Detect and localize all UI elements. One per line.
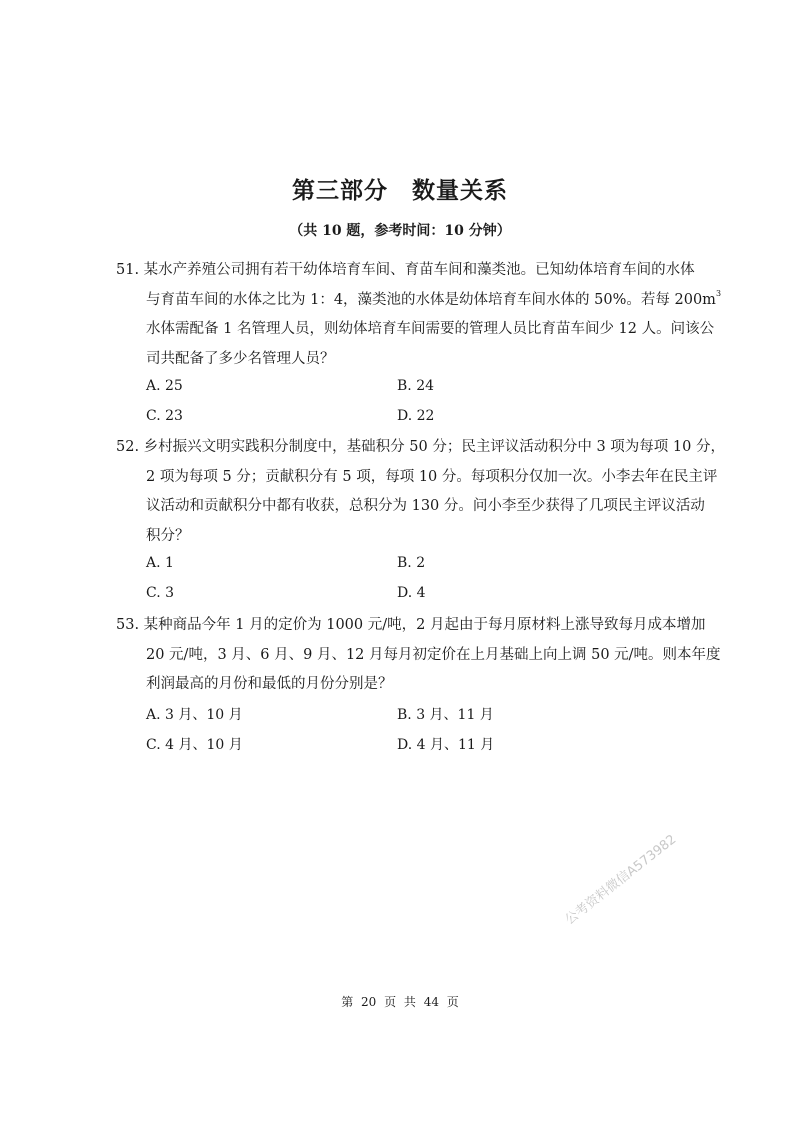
options <box>116 374 696 434</box>
section-subtitle: （共 10 题，参考时间：10 分钟） <box>289 223 511 239</box>
section-name: 数量关系 <box>412 178 508 204</box>
option-a[interactable]: A. 25 <box>146 378 183 394</box>
section-title <box>0 172 800 205</box>
question-number: 51. <box>116 262 140 278</box>
option-b[interactable]: B. 24 <box>397 378 435 394</box>
option-a[interactable]: A. 3 月、10 月 <box>146 706 243 723</box>
question-number: 53. <box>116 617 140 633</box>
option-b[interactable]: B. 2 <box>397 555 426 571</box>
question-line: 2 项为每项 5 分；贡献积分有 5 项，每项 10 分。每项积分仅加一次。小李去年在民主评 <box>146 468 718 485</box>
question-line: 某水产养殖公司拥有若干幼体培育车间、育苗车间和藻类池。已知幼体培育车间的水体 <box>143 262 695 278</box>
question-line: 水体需配备 1 名管理人员，则幼体培育车间需要的管理人员比育苗车间少 12 人。问该公 <box>146 321 715 337</box>
section-part: 第三部分 <box>292 178 388 204</box>
watermark: 公考资料微信A573982 <box>562 832 680 928</box>
question-52 <box>116 433 725 611</box>
option-c[interactable]: C. 23 <box>146 408 183 424</box>
option-d[interactable]: D. 4 <box>397 585 426 601</box>
question-line: 司共配备了多少名管理人员？ <box>146 350 335 367</box>
question-line: 某种商品今年 1 月的定价为 1000 元/吨，2 月起由于每月原材料上涨导致每月成本增加 <box>143 617 706 633</box>
question-line: 与育苗车间的水体之比为 1：4，藻类池的水体是幼体培育车间水体的 50%。若每 200m <box>146 291 716 308</box>
question-line: 议活动和贡献积分中都有收获，总积分为 130 分。问小李至少获得了几项民主评议活动 <box>146 498 705 514</box>
question-number: 52. <box>116 439 140 455</box>
question-line: 20 元/吨，3 月、6 月、9 月、12 月每月初定价在上月基础上向上调 50 元/吨。则本年度 <box>146 646 721 663</box>
page-footer: 第 20 页 共 44 页 <box>341 995 459 1009</box>
option-c[interactable]: C. 4 月、10 月 <box>146 736 243 753</box>
options <box>116 700 696 760</box>
question-53 <box>116 611 721 760</box>
option-d[interactable]: D. 22 <box>397 408 435 424</box>
question-line: 利润最高的月份和最低的月份分别是？ <box>146 676 393 692</box>
question-line: 积分？ <box>146 527 190 544</box>
superscript: 3 <box>715 288 722 298</box>
option-a[interactable]: A. 1 <box>146 555 174 571</box>
option-d[interactable]: D. 4 月、11 月 <box>397 736 495 753</box>
option-c[interactable]: C. 3 <box>146 585 175 601</box>
option-b[interactable]: B. 3 月、11 月 <box>397 706 494 723</box>
question-line: 乡村振兴文明实践积分制度中，基础积分 50 分；民主评议活动积分中 3 项为每项 10 分， <box>143 439 725 455</box>
options <box>116 551 696 611</box>
question-51 <box>116 256 722 434</box>
